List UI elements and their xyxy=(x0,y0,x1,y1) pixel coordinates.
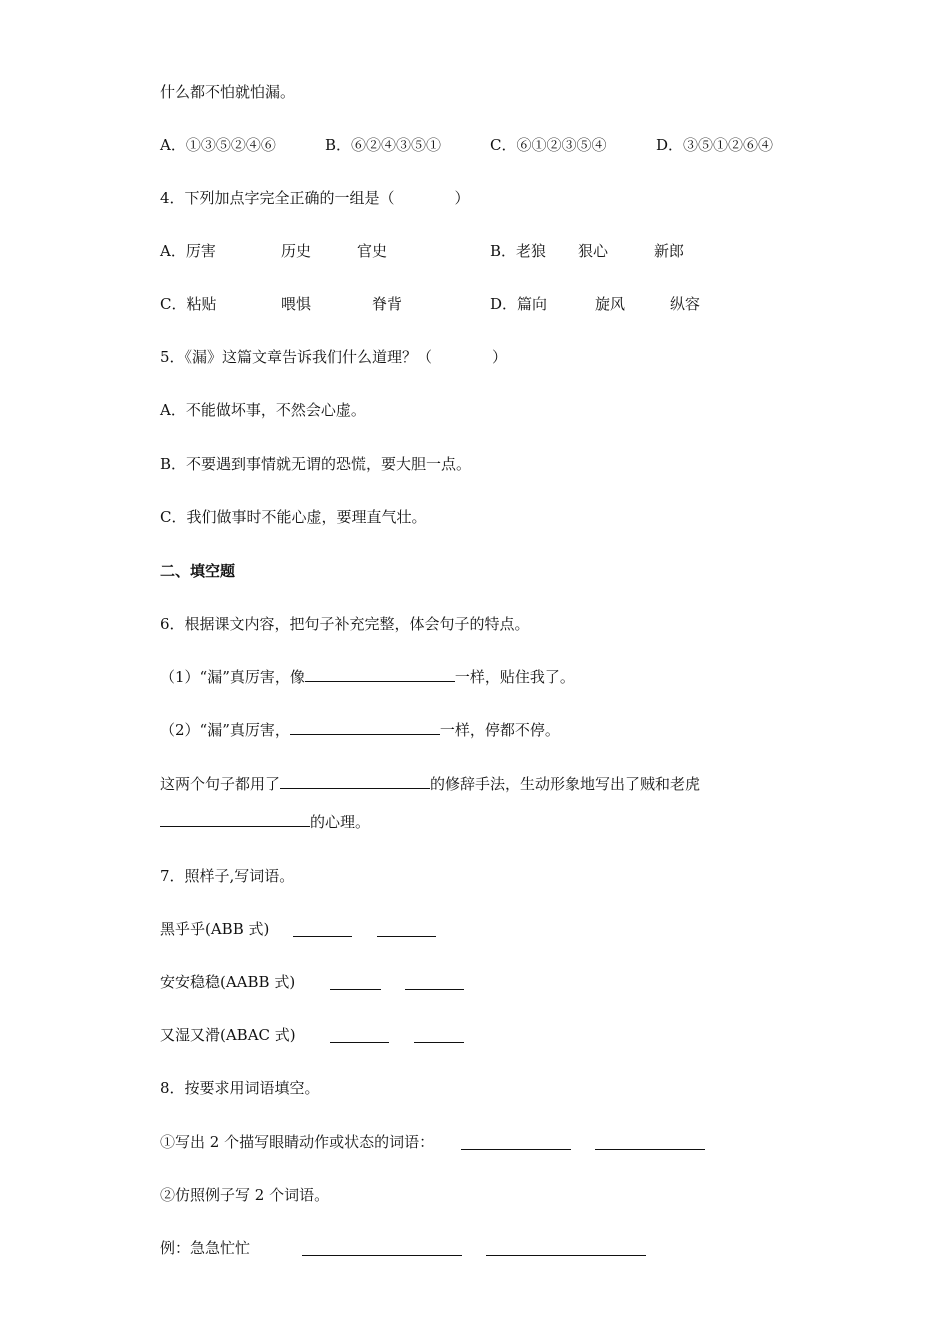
answer-blank[interactable] xyxy=(414,1028,464,1043)
question-7: 7．照样子,写词语。 xyxy=(160,867,295,885)
answer-blank[interactable] xyxy=(280,774,430,789)
option-a-word-1: A．厉害 xyxy=(160,242,216,260)
option-b: B．不要遇到事情就无谓的恐慌，要大胆一点。 xyxy=(160,455,472,473)
answer-blank[interactable] xyxy=(160,812,310,827)
option-d-word-1: D．篇向 xyxy=(490,295,548,313)
option-d-word-2: 旋风 xyxy=(595,295,626,313)
option-c-word-3: 脊背 xyxy=(372,295,403,313)
text-segment: 一样，贴住我了。 xyxy=(454,668,575,686)
option-b-word-1: B．老狼 xyxy=(490,242,547,260)
question-8-part-1: ①写出 2 个描写眼睛动作或状态的词语： xyxy=(160,1133,435,1151)
answer-blank[interactable] xyxy=(290,720,440,735)
text-segment: 这两个句子都用了 xyxy=(160,775,281,793)
question-7-item-1: 黑乎乎(ABB 式) xyxy=(160,920,270,938)
answer-blank[interactable] xyxy=(595,1135,705,1150)
text-segment: （2）“漏”真厉害， xyxy=(160,721,290,739)
answer-blank[interactable] xyxy=(405,975,464,990)
option-c: C．我们做事时不能心虚，要理直气壮。 xyxy=(160,508,427,526)
option-c-word-1: C．粘贴 xyxy=(160,295,217,313)
option-a-word-3: 官史 xyxy=(357,242,388,260)
answer-blank[interactable] xyxy=(486,1241,646,1256)
section-heading: 二、填空题 xyxy=(160,562,236,580)
question-7-item-2: 安安稳稳(AABB 式) xyxy=(160,973,296,991)
question-7-item-3: 又湿又滑(ABAC 式) xyxy=(160,1026,296,1044)
text-segment: （1）“漏”真厉害，像 xyxy=(160,668,305,686)
text-line: 什么都不怕就怕漏。 xyxy=(160,83,296,101)
option-b-word-3: 新郎 xyxy=(654,242,685,260)
option-b-word-2: 狠心 xyxy=(578,242,609,260)
question-6-part-1 xyxy=(160,667,575,687)
answer-blank[interactable] xyxy=(302,1241,462,1256)
option-a: A．不能做坏事，不然会心虚。 xyxy=(160,401,366,419)
question-4: 4．下列加点字完全正确的一组是（ ） xyxy=(160,189,470,207)
answer-blank[interactable] xyxy=(461,1135,571,1150)
answer-blank[interactable] xyxy=(293,922,352,937)
question-6-part-3 xyxy=(160,774,700,794)
answer-blank[interactable] xyxy=(330,975,381,990)
option-b: B．⑥②④③⑤① xyxy=(325,136,442,154)
question-5: 5．《漏》这篇文章告诉我们什么道理？（ ） xyxy=(160,348,508,366)
option-c: C．⑥①②③⑤④ xyxy=(490,136,607,154)
option-a: A．①③⑤②④⑥ xyxy=(160,136,276,154)
option-a-word-2: 历史 xyxy=(281,242,312,260)
question-6: 6．根据课文内容，把句子补充完整，体会句子的特点。 xyxy=(160,615,530,633)
example-label: 例：急急忙忙 xyxy=(160,1239,251,1257)
text-segment: 一样，停都不停。 xyxy=(439,721,560,739)
answer-blank[interactable] xyxy=(330,1028,389,1043)
answer-blank[interactable] xyxy=(305,667,455,682)
option-d-word-3: 纵容 xyxy=(670,295,701,313)
question-6-part-4 xyxy=(160,812,370,832)
option-d: D．③⑤①②⑥④ xyxy=(656,136,774,154)
text-segment: 的心理。 xyxy=(310,813,371,831)
question-8: 8．按要求用词语填空。 xyxy=(160,1079,320,1097)
option-c-word-2: 喂惧 xyxy=(281,295,312,313)
question-6-part-2 xyxy=(160,720,560,740)
text-segment: 的修辞手法，生动形象地写出了贼和老虎 xyxy=(430,775,701,793)
answer-blank[interactable] xyxy=(377,922,436,937)
question-8-part-2: ②仿照例子写 2 个词语。 xyxy=(160,1186,330,1204)
